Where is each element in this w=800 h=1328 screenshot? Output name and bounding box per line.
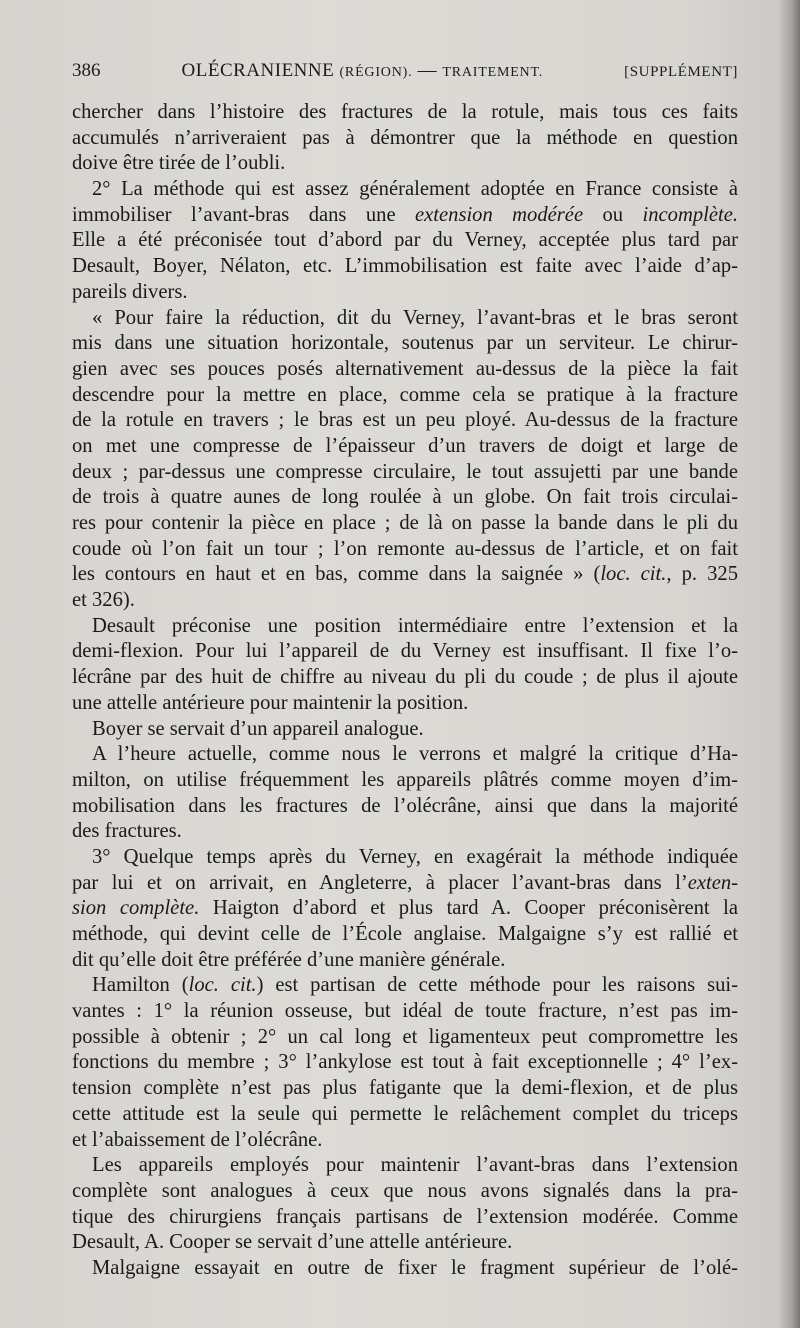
text-line: complète sont analogues à ceux que nous avons signalés dans la pra- — [72, 1179, 738, 1202]
text-line: tension complète n’est pas plus fatigante que la demi-flexion, et de plus — [72, 1077, 738, 1100]
text-line: doive être tirée de l’oubli. — [72, 152, 286, 175]
text-line — [72, 896, 738, 922]
text-line: mis dans une situation horizontale, soutenus par un serviteur. Le chirur- — [72, 332, 738, 355]
text-line: Elle a été préconisée tout d’abord par du Verney, acceptée plus tard par — [72, 229, 738, 252]
text-line: gien avec ses pouces posés alternativement au-dessus de la pièce la fait — [72, 357, 738, 380]
text-line: chercher dans l’histoire des fractures de la rotule, mais tous ces faits — [72, 101, 738, 123]
page-number: 386 — [72, 60, 101, 81]
text-run: immobiliser l’avant-bras dans une — [72, 203, 415, 226]
italic-text: loc. cit. — [600, 563, 667, 586]
text-line: demi-flexion. Pour lui l’appareil de du Verney est insuffisant. Il fixe l’o- — [72, 640, 738, 663]
header-topic: TRAITEMENT. — [442, 65, 544, 80]
text-line: de la rotule en travers ; le bras est un peu ployé. Au-dessus de la fracture — [72, 409, 738, 432]
text-line: Desault, Boyer, Nélaton, etc. L’immobilisation est faite avec l’aide d’ap- — [72, 255, 738, 278]
italic-text: extension modérée — [415, 203, 584, 226]
text-line — [72, 871, 738, 897]
text-line — [72, 973, 738, 999]
text-line: Desault, A. Cooper se servait d’une attelle antérieure. — [72, 1231, 513, 1254]
italic-text: incomplète. — [642, 203, 739, 226]
text-line: tique des chirurgiens français partisans de l’extension modérée. Comme — [72, 1205, 738, 1228]
text-run: les contours en haut et en bas, comme dans la saignée » ( — [72, 563, 601, 586]
italic-text: loc. cit. — [188, 974, 257, 997]
body-text — [72, 100, 738, 1282]
text-line: 2° La méthode qui est assez généralement adoptée en France consiste à — [92, 178, 738, 201]
running-header — [72, 60, 738, 90]
text-run: ) est partisan de cette méthode pour les raisons sui- — [256, 974, 738, 997]
text-line: des fractures. — [72, 820, 182, 843]
text-run: , p. 325 — [666, 563, 738, 586]
text-line: fonctions du membre ; 3° l’ankylose est tout à fait exceptionnelle ; 4° l’ex- — [72, 1051, 738, 1074]
text-line: « Pour faire la réduction, dit du Verney, l’avant-bras et le bras seront — [92, 306, 738, 329]
text-run: Haigton d’abord et plus tard A. Cooper préconisèrent la — [199, 897, 738, 920]
text-line — [72, 203, 738, 229]
text-line: méthode, qui devint celle de l’École anglaise. Malgaigne s’y est rallié et — [72, 923, 738, 945]
text-line: dit qu’elle doit être préférée d’une manière générale. — [72, 948, 506, 971]
italic-text: exten- — [687, 871, 738, 894]
text-run: ou — [583, 203, 643, 226]
italic-text: sion complète. — [72, 897, 200, 920]
text-line: vantes : 1° la réunion osseuse, but idéal de toute fracture, n’est pas im- — [72, 1000, 738, 1023]
text-line: et l’abaissement de l’olécrâne. — [72, 1128, 323, 1151]
text-line: descendre pour la mettre en place, comme cela se pratique à la fracture — [72, 383, 738, 406]
text-line: possible à obtenir ; 2° un cal long et ligamenteux peut compromettre les — [72, 1025, 738, 1048]
text-line: coude où l’on fait un tour ; l’on remonte au-dessus de l’article, et on fait — [72, 537, 738, 560]
page-spine-shadow — [778, 0, 800, 1328]
text-line: res pour contenir la pièce en place ; de là on passe la bande dans le pli du — [72, 512, 738, 534]
header-title-main: OLÉCRANIENNE — [181, 60, 335, 81]
text-line — [72, 562, 738, 588]
header-title — [182, 60, 544, 82]
text-line: deux ; par-dessus une compresse circulaire, le tout assujetti par une bande — [72, 460, 738, 483]
text-line: milton, on utilise fréquemment les appareils plâtrés comme moyen d’im- — [72, 768, 738, 791]
text-line: pareils divers. — [72, 280, 188, 303]
text-line: Les appareils employés pour maintenir l’avant-bras dans l’extension — [92, 1154, 738, 1177]
text-line: et 326). — [72, 589, 135, 612]
text-line: Boyer se servait d’un appareil analogue. — [92, 717, 424, 740]
text-line: Malgaigne essayait en outre de fixer le fragment supérieur de l’olé- — [92, 1256, 738, 1279]
text-line: 3° Quelque temps après du Verney, en exagérait la méthode indiquée — [92, 845, 738, 868]
text-line: mobilisation dans les fractures de l’olécrâne, ainsi que dans la majorité — [72, 794, 738, 817]
header-region: (RÉGION). — [339, 65, 413, 80]
text-run: Hamilton ( — [92, 974, 189, 997]
text-line: accumulés n’arriveraient pas à démontrer que la méthode en question — [72, 126, 738, 149]
text-line: une attelle antérieure pour maintenir la position. — [72, 691, 469, 714]
text-line: Desault préconise une position intermédiaire entre l’extension et la — [92, 614, 738, 637]
header-section: [SUPPLÉMENT] — [624, 64, 738, 80]
text-line: cette attitude est la seule qui permette le relâchement complet du triceps — [72, 1102, 738, 1125]
header-dash: — — [417, 60, 438, 81]
text-line: on met une compresse de l’épaisseur d’un travers de doigt et large de — [72, 434, 738, 457]
text-line: de trois à quatre aunes de long roulée à un globe. On fait trois circulai- — [72, 486, 738, 509]
text-run: par lui et on arrivait, en Angleterre, à placer l’avant-bras dans l’ — [72, 871, 688, 894]
text-line: A l’heure actuelle, comme nous le verrons et malgré la critique d’Ha- — [92, 743, 738, 766]
text-line: lécrâne par des huit de chiffre au niveau du pli du coude ; de plus il ajoute — [72, 666, 738, 689]
